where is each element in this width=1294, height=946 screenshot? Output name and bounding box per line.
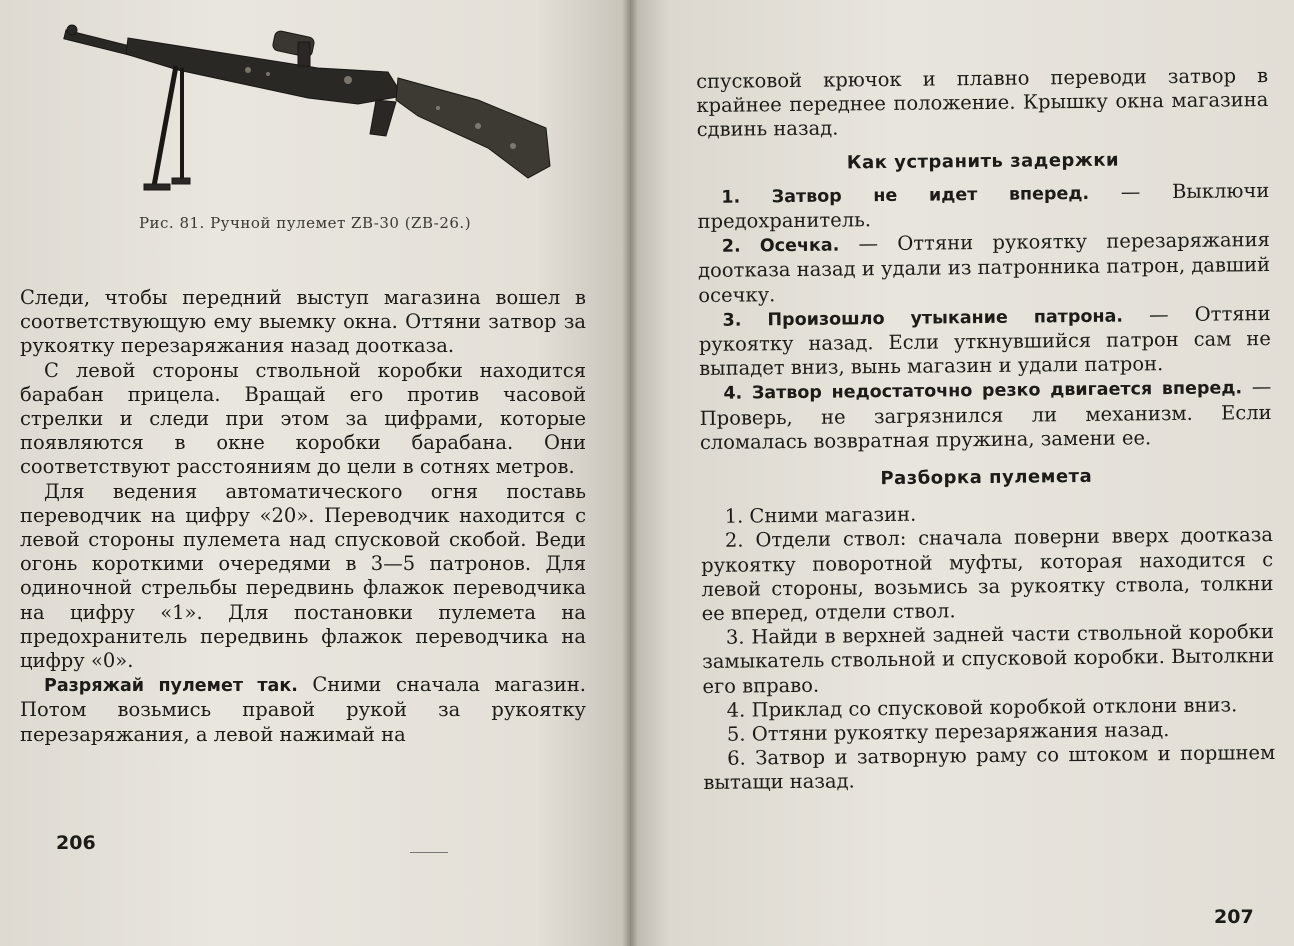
paragraph: спусковой крючок и плавно переводи затвор в крайнее переднее положение. Крышку окна магазина сдвинь назад.	[696, 64, 1269, 142]
item-text: — Выключи предохранитель.	[697, 178, 1270, 234]
item-text: — Проверь, не загрязнился ли механизм. Если сломалась возвратная пружина, замени ее.	[699, 375, 1272, 454]
book-gutter	[622, 0, 638, 946]
paragraph: Для ведения автоматического огня поставь переводчик на цифру «20». Переводчик находится с левой стороны пулемета над спусковой скобой. Веди огонь короткими очередями в 3—5 патронов. Для одиночной стрельбы передвинь флажок переводчика на цифру «1». Для постановки пулемета на предохранитель передвинь флажок переводчика на цифру «0».	[20, 479, 586, 673]
machine-gun-illustration	[58, 8, 558, 203]
page-number: 207	[1214, 906, 1254, 928]
figure-caption: Рис. 81. Ручной пулемет ZB-30 (ZB-26.)	[138, 214, 472, 232]
item-lead: 1. Затвор не идет вперед.	[721, 183, 1090, 208]
bold-lead: Разряжай пулемет так.	[44, 676, 298, 697]
print-mark	[410, 852, 448, 853]
paragraph: С левой стороны ствольной коробки находится барабан прицела. Вращай его против часовой стрелки и следи при этом за цифрами, которые появляются в окне коробки барабана. Они соответствуют расстояниям до цели в сотнях метров.	[20, 358, 586, 479]
left-page	[0, 0, 630, 946]
paragraph: Следи, чтобы передний выступ магазина вошел в соответствующую ему выемку окна. Оттяни затвор за рукоятку перезаряжания назад доотказа.	[20, 286, 586, 358]
item-lead: 4. Затвор недостаточно резко двигается вперед.	[723, 378, 1243, 405]
list-item	[698, 302, 1271, 382]
paragraph	[20, 673, 586, 747]
item-text: — Оттяни рукоятку назад. Если уткнувшийся патрон сам не выпадет вниз, вынь магазин и удали патрон.	[698, 301, 1271, 381]
item-lead: 3. Произошло утыкание патрона.	[722, 306, 1124, 331]
list-item	[698, 228, 1271, 308]
right-page	[630, 0, 1294, 946]
item-text: — Оттяни рукоятку перезаряжания доотказа назад и удали из патронника патрон, давший осечку.	[697, 228, 1271, 307]
list-item: 4. Приклад со спусковой коробкой отклони вниз.	[726, 693, 1238, 722]
list-item	[699, 375, 1272, 455]
list-item	[697, 179, 1269, 234]
left-text-body	[20, 286, 586, 747]
section-heading: Разборка пулемета	[880, 465, 1093, 490]
list-item: 5. Оттяни рукоятку перезаряжания назад.	[726, 718, 1170, 746]
list-item: 1. Сними магазин.	[724, 502, 917, 528]
section-heading: Как устранить задержки	[846, 149, 1120, 174]
list-item: 2. Отдели ствол: сначала поверни вверх доотказа рукоятку поворотной муфты, которая находится с левой стороны, возьмись за рукоятку ствола, толкни ее вперед, отдели ствол.	[701, 523, 1274, 626]
page-number: 206	[56, 832, 96, 854]
right-text-body	[696, 64, 1276, 796]
list-item: 6. Затвор и затворную раму со штоком и поршнем вытащи назад.	[703, 741, 1276, 795]
item-lead: 2. Осечка.	[721, 235, 840, 257]
paragraph-text: Сними сначала магазин. Потом возьмись правой рукой за рукоятку перезаряжания, а левой нажимай на	[20, 673, 586, 746]
list-item: 3. Найди в верхней задней части ствольной коробки замыкатель ствольной и спусковой коробки. Вытолкни его вправо.	[702, 620, 1275, 698]
